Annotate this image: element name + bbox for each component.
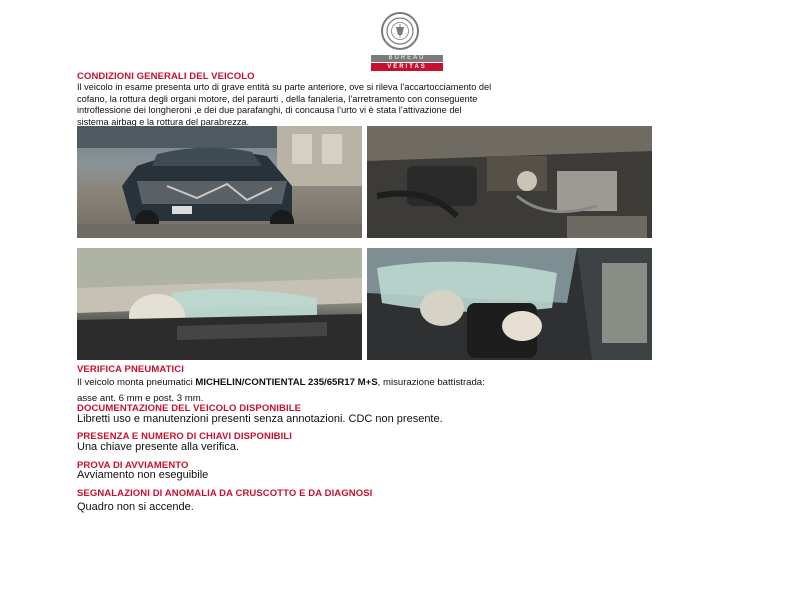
chiavi-text: Una chiave presente alla verifica. <box>77 441 240 453</box>
photo-airbag-driver <box>367 248 652 360</box>
seal-icon <box>381 12 419 50</box>
condizioni-text <box>77 82 687 128</box>
logo-band-veritas: VERITAS <box>371 63 443 71</box>
pneumatici-tyre-model: MICHELIN/CONTIENTAL 235/65R17 M+S <box>195 377 378 388</box>
pneumatici-text <box>77 376 697 405</box>
pneumatici-line2: asse ant. 6 mm e post. 3 mm. <box>77 393 204 404</box>
section-title-chiavi: PRESENZA E NUMERO DI CHIAVI DISPONIBILI <box>77 431 293 442</box>
airbag-driver-illustration <box>367 248 652 360</box>
section-title-documentazione: DOCUMENTAZIONE DEL VEICOLO DISPONIBILE <box>77 403 302 414</box>
condizioni-line: sistema airbag e la rottura del parabrezza. <box>77 116 250 127</box>
section-title-anomalie: SEGNALAZIONI DI ANOMALIA DA CRUSCOTTO E DA DIAGNOSI <box>77 488 373 499</box>
airbag-passenger-illustration <box>77 248 362 360</box>
photo-airbag-passenger <box>77 248 362 360</box>
section-title-avviamento: PROVA DI AVVIAMENTO <box>77 460 189 471</box>
avviamento-text: Avviamento non eseguibile <box>77 469 209 481</box>
section-title-condizioni: CONDIZIONI GENERALI DEL VEICOLO <box>77 71 255 82</box>
condizioni-line: introflessione dei longheroni ,e dei due parafanghi, di concausa l’urto vi è stata l’attivazione del <box>77 105 462 115</box>
logo-band-bureau: BUREAU <box>371 55 443 62</box>
pneumatici-line1-post: , misurazione battistrada: <box>377 377 485 388</box>
car-front-damage-illustration <box>77 126 362 238</box>
photo-engine-bay <box>367 126 652 238</box>
pneumatici-line1-pre: Il veicolo monta pneumatici <box>77 377 196 388</box>
condizioni-line: cofano, la rottura degli organi motore, del paraurti , della fanaleria, l’arretramento con conseguente <box>77 93 478 104</box>
documentazione-text: Libretti uso e manutenzioni presenti senza annotazioni. CDC non presente. <box>77 413 443 425</box>
seal-emblem-icon <box>385 16 415 46</box>
photo-front-damage <box>77 126 362 238</box>
bureau-veritas-logo <box>371 12 443 70</box>
anomalie-text: Quadro non si accende. <box>77 501 194 513</box>
condizioni-line: Il veicolo in esame presenta urto di grave entità su parte anteriore, ove si rileva l’accartocciamento del <box>77 82 492 92</box>
section-title-pneumatici: VERIFICA PNEUMATICI <box>77 364 184 375</box>
engine-bay-illustration <box>367 126 652 238</box>
pneumatici-line1 <box>77 376 697 389</box>
